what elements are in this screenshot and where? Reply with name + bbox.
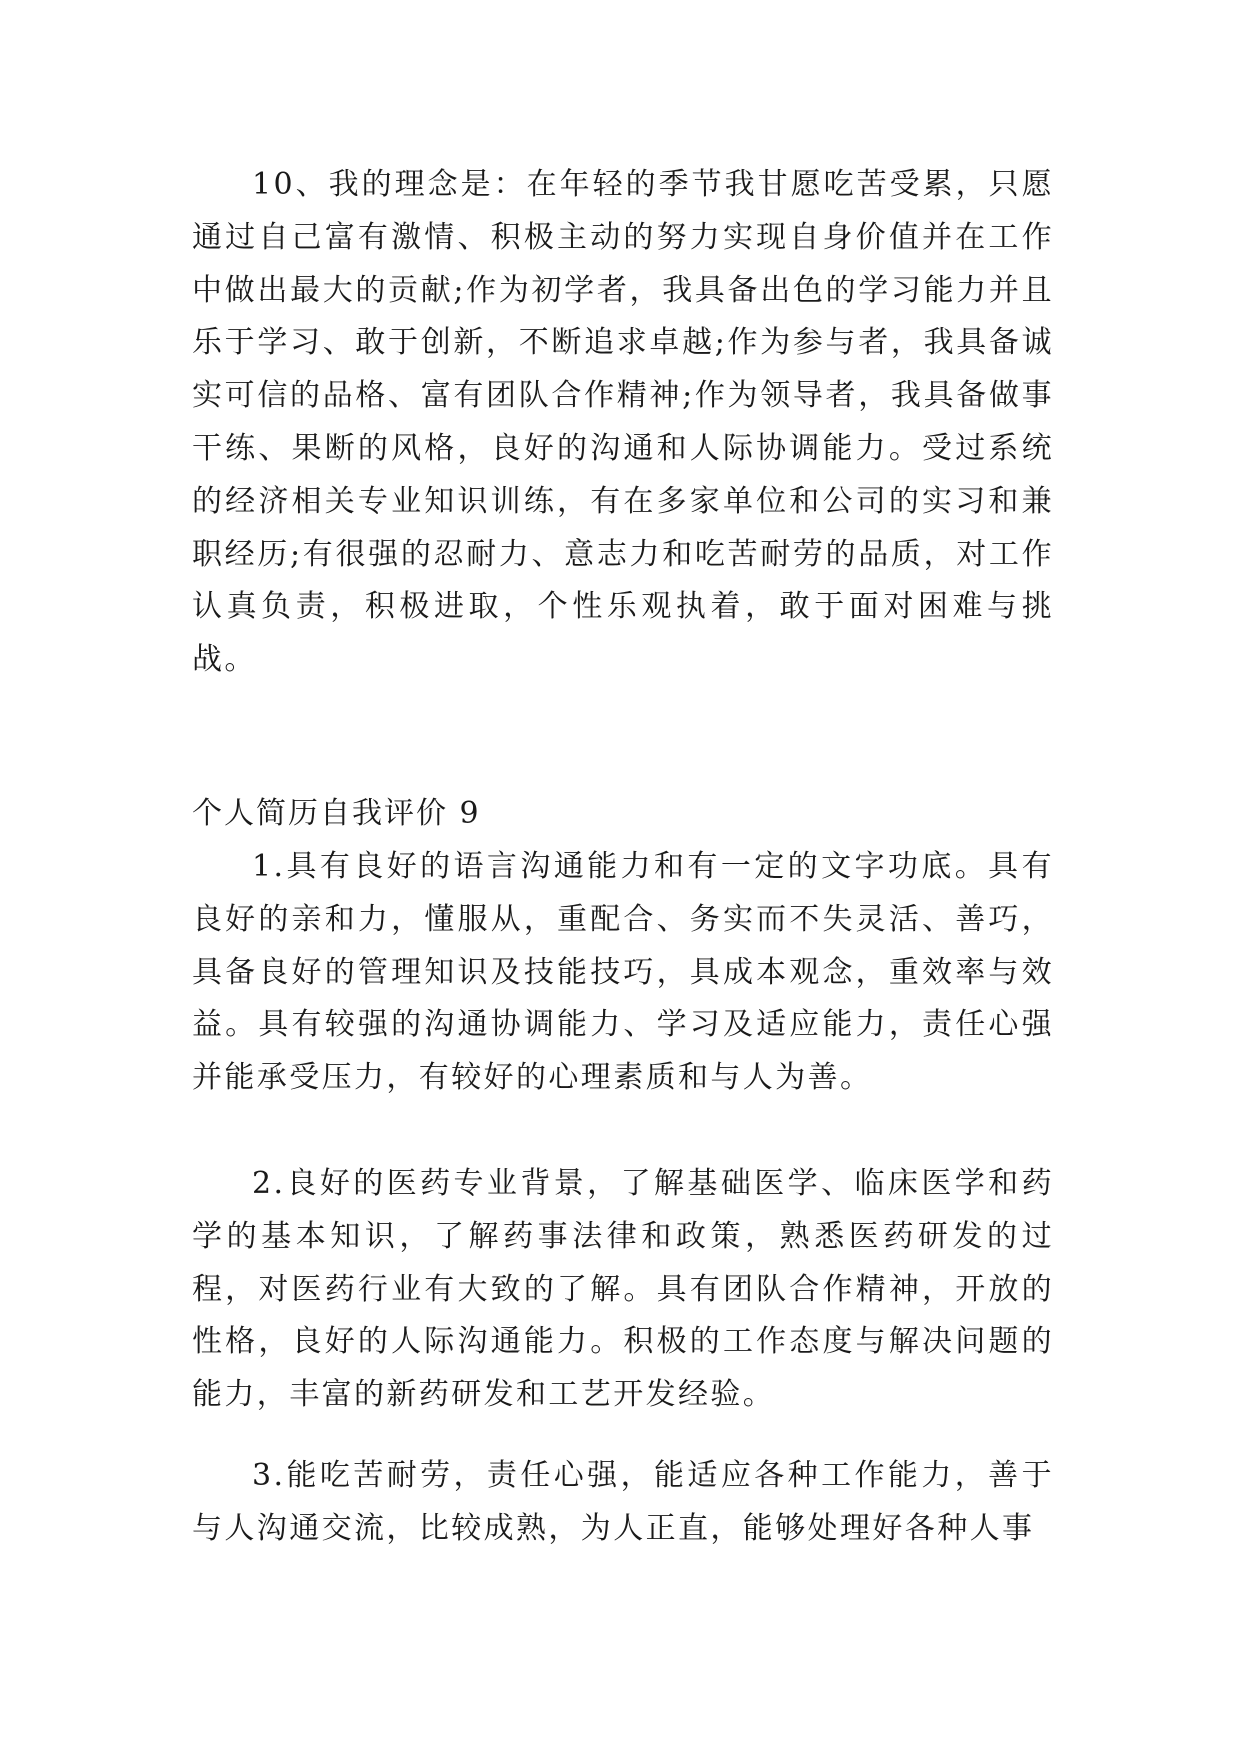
evaluation-item-1: 1.具有良好的语言沟通能力和有一定的文字功底。具有良好的亲和力，懂服从，重配合、务实而不失灵活、善巧，具备良好的管理知识及技能技巧，具成本观念，重效率与效益。具有较强的沟通协调能力、学习及适应能力，责任心强并能承受压力，有较好的心理素质和与人为善。 — [192, 849, 1054, 1096]
paragraph-10-philosophy: 10、我的理念是：在年轻的季节我甘愿吃苦受累，只愿通过自己富有激情、积极主动的努力实现自身价值并在工作中做出最大的贡献;作为初学者，我具备出色的学习能力并且乐于学习、敢于创新，不断追求卓越;作为参与者，我具备诚实可信的品格、富有团队合作精神;作为领导者，我具备做事干练、果断的风格，良好的沟通和人际协调能力。受过系统的经济相关专业知识训练，有在多家单位和公司的实习和兼职经历;有很强的忍耐力、意志力和吃苦耐劳的品质，对工作认真负责，积极进取，个性乐观执着，敢于面对困难与挑战。 — [192, 167, 1054, 678]
evaluation-item-3: 3.能吃苦耐劳，责任心强，能适应各种工作能力，善于与人沟通交流，比较成熟，为人正直，能够处理好各种人事 — [192, 1458, 1054, 1546]
section-heading-block — [192, 788, 1054, 841]
list-item — [192, 1450, 1054, 1556]
paragraph-block — [192, 159, 1054, 687]
list-item — [192, 1158, 1054, 1422]
evaluation-item-2: 2.良好的医药专业背景，了解基础医学、临床医学和药学的基本知识，了解药事法律和政策，熟悉医药研发的过程，对医药行业有大致的了解。具有团队合作精神，开放的性格，良好的人际沟通能力。积极的工作态度与解决问题的能力，丰富的新药研发和工艺开发经验。 — [192, 1166, 1054, 1413]
section-heading: 个人简历自我评价 9 — [192, 796, 481, 831]
list-item — [192, 841, 1054, 1105]
